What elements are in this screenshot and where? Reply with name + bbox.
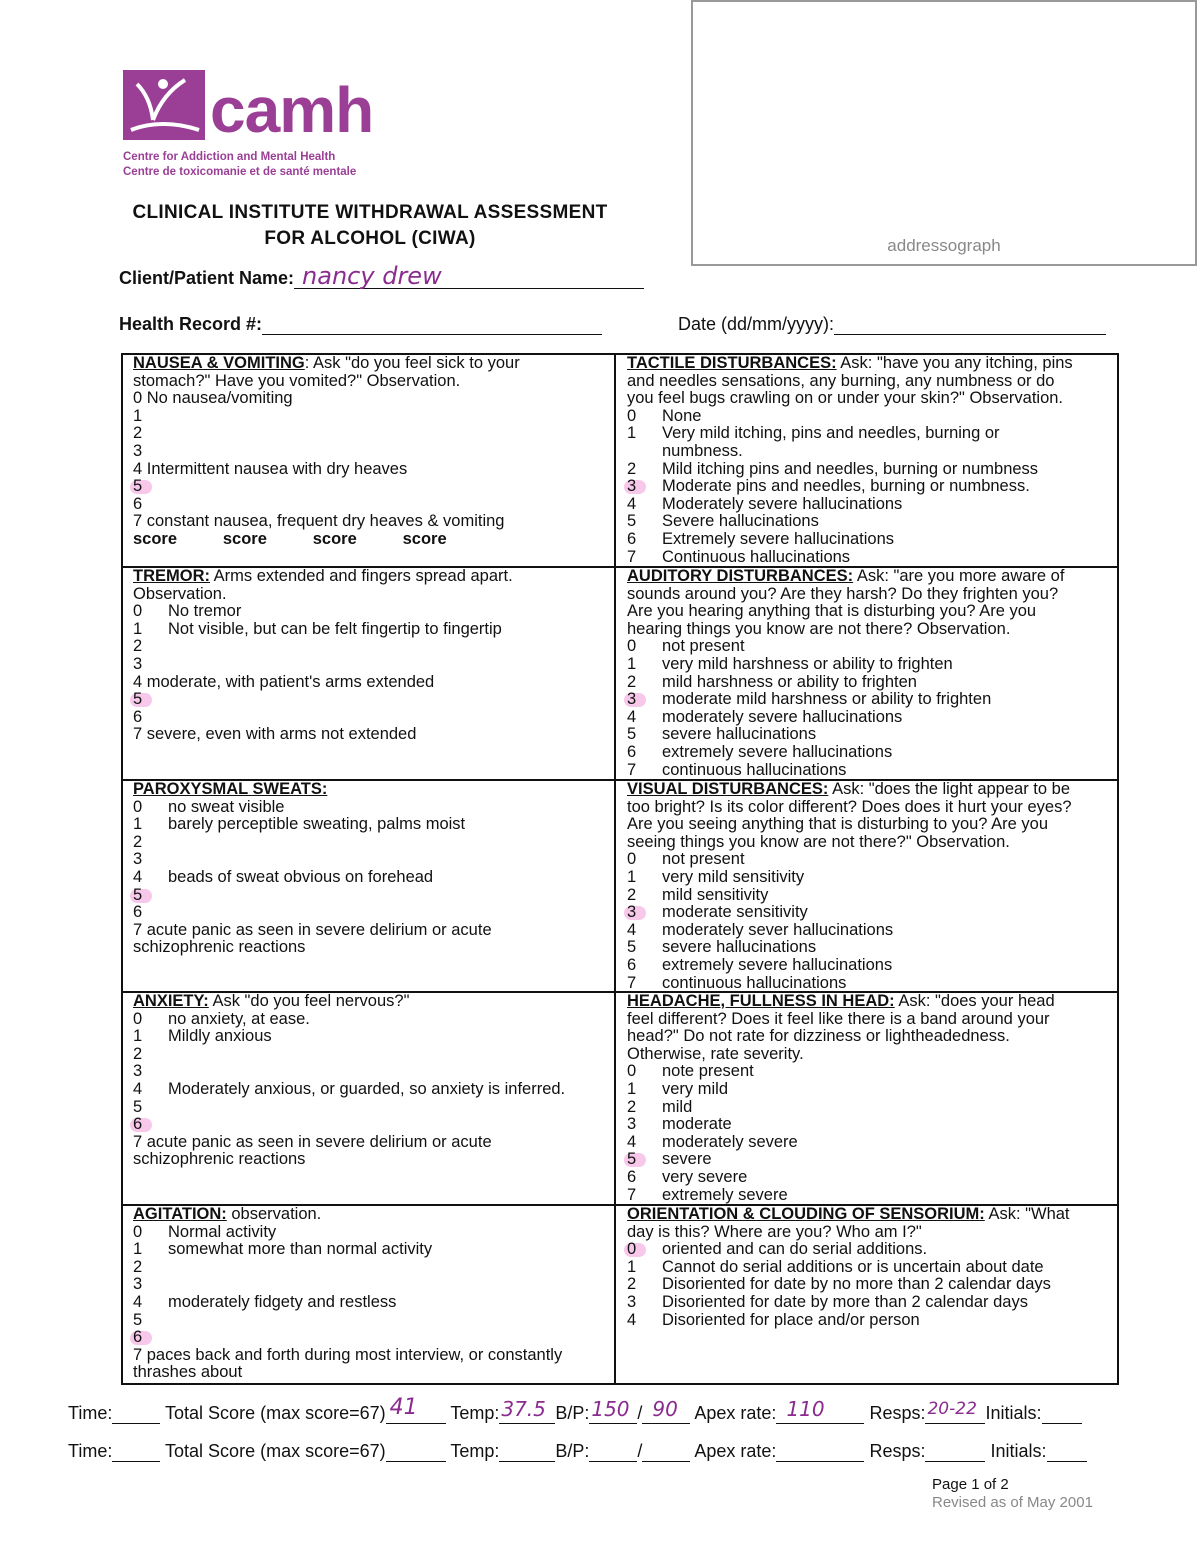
tremor-option-5[interactable]: 5 [133, 691, 608, 709]
camh-logo-mark [123, 70, 205, 140]
auditory-option-2[interactable]: 2 mild harshness or ability to frighten [627, 672, 917, 691]
initials-field[interactable] [1042, 1403, 1082, 1424]
resps-label: Resps: [869, 1403, 926, 1423]
tremor-option-6[interactable]: 6 [133, 707, 143, 726]
sweats-section [133, 781, 608, 957]
nausea-option-3[interactable]: 3 [133, 441, 143, 460]
visual-intro3: Are you seeing anything that is disturbing to you? Are you [627, 815, 1049, 834]
auditory-intro2: sounds around you? Are they harsh? Do they frighten you? [627, 584, 1059, 603]
anxiety-option-4[interactable]: 4 Moderately anxious, or guarded, so anxiety is inferred. [133, 1079, 566, 1098]
temp-label: Temp: [450, 1403, 500, 1423]
visual-intro4: seeing things you know are not there?" Observation. [627, 832, 1010, 851]
auditory-intro4: hearing things you know are not there? Observation. [627, 619, 1011, 638]
agitation-option-3[interactable]: 3 [133, 1275, 143, 1294]
temp-field[interactable]: 37.5 [499, 1403, 555, 1424]
headache-option-1[interactable]: 1 very mild [627, 1079, 729, 1098]
tactile-option-2[interactable]: 2 Mild itching pins and needles, burning or numbness [627, 459, 1039, 478]
orientation-option-1[interactable]: 1 Cannot do serial additions or is uncertain about date [627, 1257, 1044, 1276]
revision-note: Revised as of May 2001 [932, 1494, 1093, 1511]
nausea-option-6[interactable]: 6 [133, 494, 143, 513]
agitation-option-6[interactable]: 6 [133, 1329, 608, 1347]
sweats-option-5[interactable]: 5 [133, 887, 608, 905]
visual-intro1: Ask: "does the light appear to be [828, 780, 1070, 798]
agitation-option-0[interactable]: 0 Normal activity [133, 1222, 277, 1241]
client-name-label: Client/Patient Name: [119, 268, 295, 288]
tactile-option-5[interactable]: 5 Severe hallucinations [627, 512, 819, 531]
anxiety-option-7-cont: schizophrenic reactions [133, 1150, 306, 1169]
agitation-option-1[interactable]: 1 somewhat more than normal activity [133, 1240, 433, 1259]
tremor-section [133, 568, 608, 744]
anxiety-intro1: Ask "do you feel nervous?" [208, 992, 410, 1010]
auditory-header: AUDITORY DISTURBANCES: [627, 567, 854, 585]
auditory-option-0[interactable]: 0 not present [627, 637, 745, 656]
nausea-intro2: stomach?" Have you vomited?" Observation. [133, 371, 461, 390]
nausea-option-2[interactable]: 2 [133, 424, 143, 443]
bp-label: B/P: [555, 1403, 590, 1423]
bp-separator: / [637, 1403, 643, 1423]
headache-intro2: feel different? Does it feel like there is a band around your [627, 1009, 1050, 1028]
tremor-intro1: Arms extended and fingers spread apart. [210, 567, 513, 585]
tactile-intro3: you feel bugs crawling on or under your skin?" Observation. [627, 389, 1064, 408]
nausea-option-1[interactable]: 1 [133, 406, 143, 425]
date-label: Date (dd/mm/yyyy): [678, 314, 835, 334]
sweats-option-4[interactable]: 4 beads of sweat obvious on forehead [133, 867, 434, 886]
anxiety-option-7[interactable]: 7 acute panic as seen in severe delirium or acute [133, 1132, 492, 1151]
orientation-option-3[interactable]: 3 Disoriented for date by more than 2 calendar days [627, 1292, 1028, 1311]
nausea-option-4[interactable]: 4 Intermittent nausea with dry heaves [133, 459, 408, 478]
sweats-option-7-cont: schizophrenic reactions [133, 938, 306, 957]
vitals-row-2 [68, 1441, 1087, 1462]
agitation-option-2[interactable]: 2 [133, 1257, 143, 1276]
headache-option-0[interactable]: 0 note present [627, 1062, 754, 1081]
nausea-section [133, 355, 608, 549]
tactile-option-0[interactable]: 0 None [627, 406, 702, 425]
sweats-header: PAROXYSMAL SWEATS: [133, 780, 328, 798]
logo-subtitle-en: Centre for Addiction and Mental Health [123, 151, 336, 163]
anxiety-option-5[interactable]: 5 [133, 1097, 143, 1116]
initials-label: Initials: [985, 1403, 1042, 1423]
visual-option-4[interactable]: 4 moderately sever hallucinations [627, 920, 894, 939]
orientation-header: ORIENTATION & CLOUDING OF SENSORIUM: [627, 1205, 985, 1223]
nausea-intro1: : Ask "do you feel sick to your [304, 354, 520, 372]
orientation-intro2: day is this? Where are you? Who am I?" [627, 1222, 922, 1241]
form-title [110, 200, 630, 252]
client-name-value: nancy drew [302, 262, 442, 290]
resps-field[interactable] [925, 1441, 985, 1462]
visual-option-1[interactable]: 1 very mild sensitivity [627, 867, 805, 886]
auditory-option-7[interactable]: 7 continuous hallucinations [627, 760, 847, 779]
tactile-option-1-cont: numbness. [662, 441, 743, 460]
time-label: Time: [68, 1403, 113, 1423]
auditory-option-5[interactable]: 5 severe hallucinations [627, 725, 817, 744]
nausea-header: NAUSEA & VOMITING [133, 354, 305, 372]
bp-systolic-field[interactable] [589, 1441, 637, 1462]
agitation-intro1: observation. [226, 1205, 322, 1223]
anxiety-option-1[interactable]: 1 Mildly anxious [133, 1027, 272, 1046]
vitals-row-1 [68, 1395, 1082, 1424]
sweats-option-3[interactable]: 3 [133, 850, 143, 869]
bp-label: B/P: [555, 1441, 590, 1461]
page-footer [932, 1476, 1093, 1512]
date-row [678, 314, 1106, 335]
time-field[interactable] [112, 1403, 160, 1424]
auditory-option-6[interactable]: 6 extremely severe hallucinations [627, 742, 893, 761]
health-record-label: Health Record #: [119, 314, 263, 334]
resps-field[interactable]: 20-22 [925, 1403, 985, 1424]
anxiety-option-6[interactable]: 6 [133, 1116, 608, 1134]
orientation-option-2[interactable]: 2 Disoriented for date by no more than 2 calendar days [627, 1275, 1051, 1294]
auditory-intro3: Are you hearing anything that is disturbing you? Are you [627, 602, 1037, 621]
agitation-option-4[interactable]: 4 moderately fidgety and restless [133, 1292, 397, 1311]
anxiety-option-3[interactable]: 3 [133, 1062, 143, 1081]
agitation-section [133, 1206, 608, 1382]
apex-rate-field[interactable]: 110 [776, 1403, 864, 1424]
nausea-score-row: score score score score [133, 529, 447, 548]
resps-label: Resps: [869, 1441, 926, 1461]
headache-option-3[interactable]: 3 moderate [627, 1115, 732, 1134]
orientation-section [627, 1206, 1115, 1329]
apex-rate-label: Apex rate: [694, 1441, 777, 1461]
tactile-option-7[interactable]: 7 Continuous hallucinations [627, 547, 851, 566]
sweats-option-7[interactable]: 7 acute panic as seen in severe delirium or acute [133, 920, 492, 939]
headache-intro3: head?" Do not rate for dizziness or lightheadedness. [627, 1027, 1010, 1046]
total-score-field[interactable] [386, 1441, 446, 1462]
health-record-row [119, 314, 602, 335]
temp-field[interactable] [499, 1441, 555, 1462]
agitation-option-7-cont: thrashes about [133, 1363, 243, 1382]
headache-option-6[interactable]: 6 very severe [627, 1167, 748, 1186]
visual-option-2[interactable]: 2 mild sensitivity [627, 885, 769, 904]
visual-option-7[interactable]: 7 continuous hallucinations [627, 973, 847, 992]
orientation-option-4[interactable]: 4 Disoriented for place and/or person [627, 1310, 920, 1329]
temp-label: Temp: [450, 1441, 500, 1461]
auditory-section [627, 568, 1115, 779]
auditory-intro1: Ask: "are you more aware of [853, 567, 1065, 585]
tremor-intro2: Observation. [133, 584, 227, 603]
anxiety-option-0[interactable]: 0 no anxiety, at ease. [133, 1009, 310, 1028]
tactile-option-6[interactable]: 6 Extremely severe hallucinations [627, 529, 895, 548]
sweats-option-2[interactable]: 2 [133, 832, 143, 851]
health-record-field[interactable] [262, 314, 602, 335]
form-title-line1: CLINICAL INSTITUTE WITHDRAWAL ASSESSMENT [132, 202, 608, 223]
headache-option-4[interactable]: 4 moderately severe [627, 1132, 798, 1151]
headache-intro4: Otherwise, rate severity. [627, 1044, 804, 1063]
total-score-label: Total Score (max score=67) [165, 1441, 386, 1461]
agitation-option-7[interactable]: 7 paces back and forth during most interview, or constantly [133, 1345, 563, 1364]
bp-systolic-field[interactable]: 150 [589, 1403, 637, 1424]
headache-section [627, 993, 1115, 1204]
tremor-option-4[interactable]: 4 moderate, with patient's arms extended [133, 672, 435, 691]
apex-rate-field[interactable] [776, 1441, 864, 1462]
visual-section [627, 781, 1115, 992]
agitation-header: AGITATION: [133, 1205, 227, 1223]
nausea-option-0[interactable]: 0 No nausea/vomiting [133, 389, 293, 408]
tremor-option-0[interactable]: 0 No tremor [133, 602, 242, 621]
apex-rate-label: Apex rate: [694, 1403, 777, 1423]
visual-header: VISUAL DISTURBANCES: [627, 780, 829, 798]
time-field[interactable] [112, 1441, 160, 1462]
client-name-field[interactable] [294, 262, 644, 290]
client-name-row [119, 262, 644, 294]
anxiety-header: ANXIETY: [133, 992, 209, 1010]
orientation-intro1: Ask: "What [984, 1205, 1070, 1223]
headache-header: HEADACHE, FULLNESS IN HEAD: [627, 992, 895, 1010]
tactile-option-4[interactable]: 4 Moderately severe hallucinations [627, 494, 903, 513]
auditory-option-3[interactable]: 3 moderate mild harshness or ability to frighten [627, 691, 1115, 709]
tremor-option-3[interactable]: 3 [133, 654, 143, 673]
bp-diastolic-field[interactable] [642, 1441, 690, 1462]
nausea-option-7[interactable]: 7 constant nausea, frequent dry heaves & vomiting [133, 512, 505, 531]
tremor-option-2[interactable]: 2 [133, 637, 143, 656]
time-label: Time: [68, 1441, 113, 1461]
addressograph-label: addressograph [887, 236, 1001, 255]
form-title-line2: FOR ALCOHOL (CIWA) [264, 228, 476, 249]
tremor-option-1[interactable]: 1 Not visible, but can be felt fingertip to fingertip [133, 619, 502, 638]
addressograph-box [691, 0, 1197, 266]
total-score-field[interactable]: 41 [386, 1403, 446, 1424]
headache-option-5[interactable]: 5 severe [627, 1151, 1115, 1169]
sweats-option-6[interactable]: 6 [133, 903, 143, 922]
anxiety-option-2[interactable]: 2 [133, 1044, 143, 1063]
agitation-option-5[interactable]: 5 [133, 1310, 143, 1329]
visual-intro2: too bright? Is its color different? Does does it hurt your eyes? [627, 797, 1072, 816]
headache-intro1: Ask: "does your head [894, 992, 1055, 1010]
logo-subtitle-fr: Centre de toxicomanie et de santé mentale [123, 166, 357, 178]
tactile-intro1: Ask: "have you any itching, pins [836, 354, 1073, 372]
camh-logo-wordmark: camh [210, 74, 374, 146]
auditory-option-1[interactable]: 1 very mild harshness or ability to frighten [627, 654, 953, 673]
tactile-header: TACTILE DISTURBANCES: [627, 354, 837, 372]
visual-option-3[interactable]: 3 moderate sensitivity [627, 904, 1115, 922]
tactile-option-1[interactable]: 1 Very mild itching, pins and needles, burning or [627, 424, 1000, 443]
visual-option-6[interactable]: 6 extremely severe hallucinations [627, 955, 893, 974]
initials-label: Initials: [990, 1441, 1047, 1461]
bp-separator: / [637, 1441, 643, 1461]
anxiety-section [133, 993, 608, 1169]
nausea-option-5[interactable]: 5 [133, 478, 608, 496]
initials-field[interactable] [1047, 1441, 1087, 1462]
auditory-option-4[interactable]: 4 moderately severe hallucinations [627, 707, 903, 726]
orientation-option-0[interactable]: 0 oriented and can do serial additions. [627, 1241, 1115, 1259]
tactile-section [627, 355, 1115, 566]
date-field[interactable] [834, 314, 1106, 335]
visual-option-5[interactable]: 5 severe hallucinations [627, 938, 817, 957]
headache-option-2[interactable]: 2 mild [627, 1097, 693, 1116]
sweats-option-1[interactable]: 1 barely perceptible sweating, palms moist [133, 815, 466, 834]
total-score-label: Total Score (max score=67) [165, 1403, 386, 1423]
sweats-option-0[interactable]: 0 no sweat visible [133, 797, 285, 816]
bp-diastolic-field[interactable]: 90 [642, 1403, 690, 1424]
tactile-intro2: and needles sensations, any burning, any numbness or do [627, 371, 1055, 390]
visual-option-0[interactable]: 0 not present [627, 850, 745, 869]
page-number: Page 1 of 2 [932, 1476, 1009, 1493]
headache-option-7[interactable]: 7 extremely severe [627, 1185, 788, 1204]
tremor-header: TREMOR: [133, 567, 210, 585]
tremor-option-7[interactable]: 7 severe, even with arms not extended [133, 725, 417, 744]
grid-divider-vertical [614, 353, 616, 1385]
tactile-option-3[interactable]: 3 Moderate pins and needles, burning or numbness. [627, 478, 1115, 496]
